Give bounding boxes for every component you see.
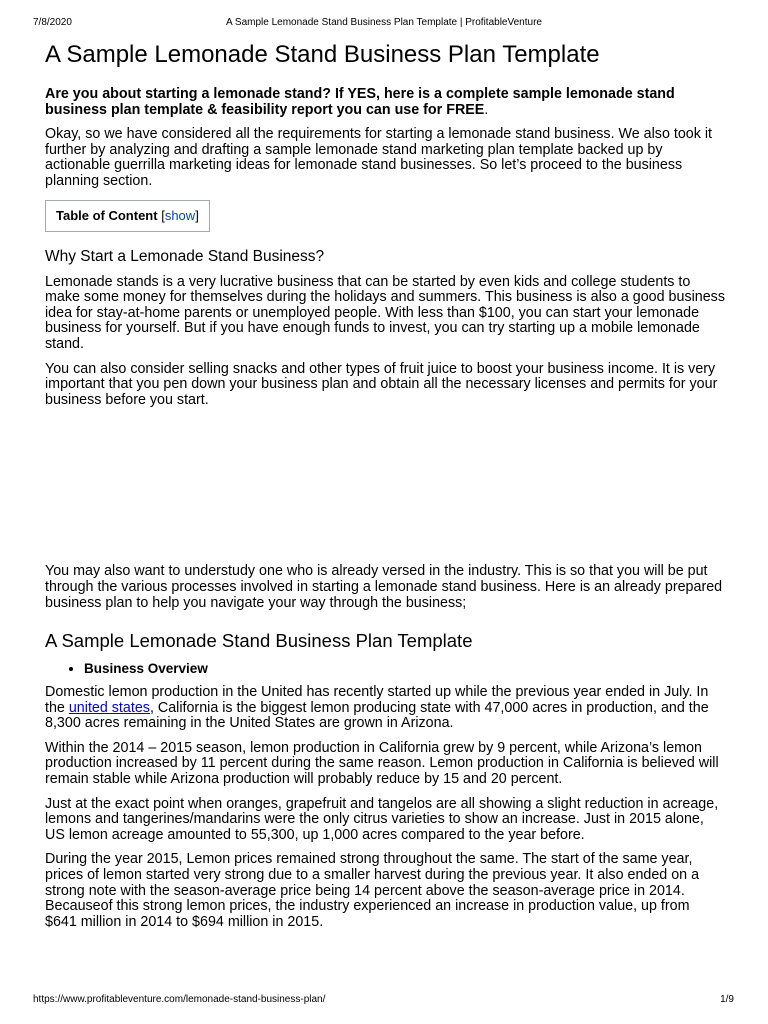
toc-label: Table of Content <box>56 207 158 223</box>
understudy-paragraph: You may also want to understudy one who is already versed in the industry. This is so that you will be put through the various processes involved in starting a lemonade stand business. Here is an already prepared business plan to help you navigate your way through the business; <box>45 563 723 611</box>
toc-bracket-open: [ <box>157 207 165 223</box>
table-of-contents <box>45 200 210 232</box>
toc-show-link[interactable]: show <box>164 207 196 223</box>
overview-paragraph-3: Just at the exact point when oranges, grapefruit and tangelos are all showing a slight reduction in acreage, lemons and tangerines/mandarins were the only citrus varieties to show an increase. Just in 2015 alone, US lemon acreage amounted to 55,300, up 1,000 acres compared to the year before. <box>45 795 719 843</box>
overview-paragraph-1 <box>45 685 725 732</box>
why-paragraph-2: You can also consider selling snacks and other types of fruit juice to boost your business income. It is very important that you pen down your business plan and obtain all the necessary licenses and permits for your business before you start. <box>45 360 718 408</box>
intro-bold-end: . <box>484 101 489 118</box>
overview-paragraph-2: Within the 2014 – 2015 season, lemon production in California grew by 9 percent, while Arizona’s lemon production increased by 11 percent during the same reason. Lemon production in California is believed will remain stable while Arizona production will probably reduce by 15 and 20 percent. <box>45 739 719 788</box>
intro-bold <box>45 87 725 118</box>
overview-p1-end: , California is the biggest lemon producing state with 47,000 acres in production, and the 8,300 acres remaining in the United States are grown in Arizona. <box>45 699 709 732</box>
blank-ad-space <box>45 408 725 555</box>
print-footer <box>0 994 768 1010</box>
page-number: 1/9 <box>720 994 734 1005</box>
print-page-title: A Sample Lemonade Stand Business Plan Template | ProfitableVenture <box>226 17 542 28</box>
section-bullets <box>45 661 725 676</box>
bullet-business-overview: • Business Overview <box>84 661 725 676</box>
print-date: 7/8/2020 <box>33 17 72 28</box>
template-heading: A Sample Lemonade Stand Business Plan Template <box>45 630 473 652</box>
overview-p1-start: Domestic lemon production in the United has recently started up while the previous year ended in July. In the <box>45 684 709 716</box>
intro-bold-text: Are you about starting a lemonade stand? If YES, here is a complete sample lemonade stand business plan template & feasibility report you can use for FREE <box>45 86 675 118</box>
toc-bracket-close: ] <box>195 207 199 223</box>
article-title: A Sample Lemonade Stand Business Plan Template <box>45 41 600 68</box>
overview-paragraph-4: During the year 2015, Lemon prices remained strong throughout the same. The start of the same year, prices of lemon started very strong due to a smaller harvest during the previous year. It also ended on a strong note with the season-average price being 14 percent above the season-average price in 2014. Becauseof this strong lemon prices, the industry experienced an increase in production value, up from $641 million in 2014 to $694 million in 2015. <box>45 851 700 930</box>
why-paragraph-1: Lemonade stands is a very lucrative business that can be started by even kids and college students to make some money for themselves during the holidays and summers. This business is also a good business idea for stay-at-home parents or unemployed people. With less than $100, you can start your lemonade business for yourself. But if you have enough funds to invest, you can try starting up a mobile lemonade stand. <box>45 273 725 352</box>
print-header <box>0 0 768 28</box>
united-states-link[interactable]: united states <box>68 699 150 716</box>
intro-paragraph: Okay, so we have considered all the requirements for starting a lemonade stand business. We also took it further by analyzing and drafting a sample lemonade stand marketing plan template backed up by actionable guerrilla marketing ideas for lemonade stand businesses. So let’s proceed to the business planning section. <box>45 126 713 189</box>
why-heading: Why Start a Lemonade Stand Business? <box>45 247 325 265</box>
print-url: https://www.profitableventure.com/lemonade-stand-business-plan/ <box>33 994 326 1005</box>
article-content <box>45 40 725 930</box>
